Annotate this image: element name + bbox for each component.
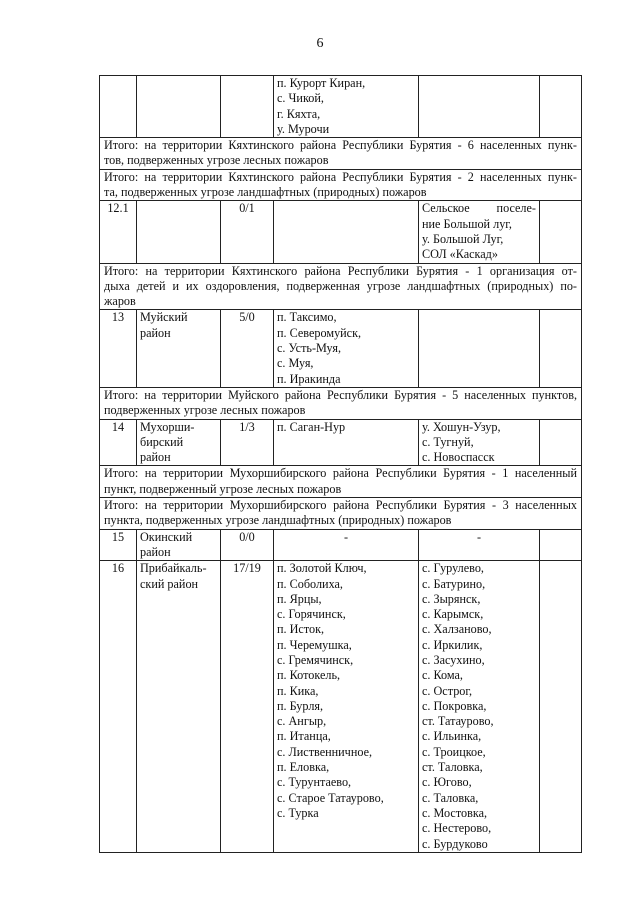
row-number-cell bbox=[100, 76, 137, 138]
total-line: Итого: на территории Муйского района Республики Бурятия - 5 населенных пунктов, bbox=[104, 387, 577, 402]
cell-line: с. Новоспасск bbox=[422, 450, 495, 465]
cell-line: п. Иракинда bbox=[277, 371, 341, 386]
cell-line: у. Мурочи bbox=[277, 121, 330, 136]
total-line: Итого: на территории Кяхтинского района Республики Бурятия - 6 населенных пунк- bbox=[104, 138, 577, 153]
cell-line: у. Хошун-Узур, bbox=[422, 419, 501, 434]
count-cell bbox=[221, 76, 274, 138]
landscape-fire-settlements-cell bbox=[419, 201, 540, 263]
cell-line: п. Итанца, bbox=[277, 729, 331, 744]
cell-line: с. Халзаново, bbox=[422, 622, 492, 637]
forest-fire-settlements-cell bbox=[274, 419, 419, 466]
total-row bbox=[100, 466, 582, 498]
total-line: Итого: на территории Мухоршибирского района Республики Бурятия - 1 населенный bbox=[104, 466, 577, 481]
total-line: Итого: на территории Кяхтинского района Республики Бурятия - 2 населенных пунк- bbox=[104, 169, 577, 184]
row-number-cell: 13 bbox=[100, 310, 137, 387]
cell-line: район bbox=[140, 544, 171, 559]
forest-fire-settlements-cell bbox=[274, 529, 419, 561]
cell-line: Мухорши- bbox=[140, 419, 195, 434]
row-number-cell: 12.1 bbox=[100, 201, 137, 263]
row-number-cell: 14 bbox=[100, 419, 137, 466]
forest-fire-settlements-cell bbox=[274, 310, 419, 387]
cell-line: п. Соболиха, bbox=[277, 576, 343, 591]
total-cell bbox=[100, 263, 582, 310]
district-cell bbox=[137, 419, 221, 466]
cell-line: п. Курорт Киран, bbox=[277, 76, 366, 90]
cell-line: с. Мостовка, bbox=[422, 805, 488, 820]
cell-line: г. Кяхта, bbox=[277, 106, 321, 121]
table-body bbox=[100, 76, 582, 853]
total-row bbox=[100, 387, 582, 419]
total-line: дыха детей и их оздоровления, подверженная угрозе ландшафтных (природных) по- bbox=[104, 278, 577, 293]
landscape-fire-settlements-cell bbox=[419, 561, 540, 853]
cell-line: с. Засухино, bbox=[422, 652, 485, 667]
total-line: пункт, подверженный угрозе лесных пожаров bbox=[104, 481, 342, 496]
cell-line: с. Иркилик, bbox=[422, 637, 483, 652]
extra-cell bbox=[540, 419, 582, 466]
cell-line: п. Бурля, bbox=[277, 698, 324, 713]
district-cell bbox=[137, 201, 221, 263]
count-cell: 0/0 bbox=[221, 529, 274, 561]
cell-line: п. Таксимо, bbox=[277, 310, 337, 325]
table-row bbox=[100, 76, 582, 138]
cell-line: с. Зырянск, bbox=[422, 591, 481, 606]
cell-line: с. Таловка, bbox=[422, 790, 479, 805]
total-cell bbox=[100, 169, 582, 201]
table-row bbox=[100, 561, 582, 853]
cell-line: с. Бурдуково bbox=[422, 836, 488, 851]
cell-line: п. Ярцы, bbox=[277, 591, 322, 606]
cell-line: Муйский bbox=[140, 310, 188, 325]
row-number-cell: 16 bbox=[100, 561, 137, 853]
forest-fire-settlements-cell bbox=[274, 76, 419, 138]
cell-line: СОЛ «Каскад» bbox=[422, 247, 498, 262]
landscape-fire-settlements-cell bbox=[419, 310, 540, 387]
landscape-fire-settlements-cell bbox=[419, 76, 540, 138]
extra-cell bbox=[540, 76, 582, 138]
extra-cell bbox=[540, 310, 582, 387]
cell-line: с. Усть-Муя, bbox=[277, 341, 341, 356]
cell-line: п. Золотой Ключ, bbox=[277, 561, 367, 576]
total-line: жаров bbox=[104, 294, 136, 309]
total-line: пункта, подверженных угрозе ландшафтных (природных) пожаров bbox=[104, 513, 452, 528]
cell-line: с. Ангыр, bbox=[277, 714, 327, 729]
total-cell bbox=[100, 387, 582, 419]
cell-line: с. Покровка, bbox=[422, 698, 487, 713]
page-number: 6 bbox=[316, 36, 324, 51]
total-row bbox=[100, 138, 582, 170]
table-row bbox=[100, 419, 582, 466]
count-cell: 5/0 bbox=[221, 310, 274, 387]
cell-line: с. Старое Татаурово, bbox=[277, 790, 384, 805]
cell-line: Окинский bbox=[140, 529, 193, 544]
forest-fire-settlements-cell bbox=[274, 561, 419, 853]
cell-line: п. Саган-Нур bbox=[277, 419, 346, 434]
cell-line: - bbox=[476, 529, 482, 544]
cell-line: ский район bbox=[140, 576, 199, 591]
cell-line: с. Гремячинск, bbox=[277, 652, 354, 667]
cell-line: Сельское поселе- bbox=[422, 201, 536, 216]
cell-line: ние Большой луг, bbox=[422, 216, 512, 231]
count-cell: 1/3 bbox=[221, 419, 274, 466]
cell-line: с. Турка bbox=[277, 805, 319, 820]
cell-line: с. Троицкое, bbox=[422, 744, 486, 759]
settlements-table bbox=[99, 75, 582, 853]
total-cell bbox=[100, 466, 582, 498]
total-row bbox=[100, 169, 582, 201]
cell-line: п. Еловка, bbox=[277, 760, 330, 775]
cell-line: с. Чикой, bbox=[277, 91, 324, 106]
cell-line: п. Черемушка, bbox=[277, 637, 352, 652]
cell-line: п. Котокель, bbox=[277, 668, 341, 683]
cell-line: с. Острог, bbox=[422, 683, 473, 698]
cell-line: с. Горячинск, bbox=[277, 607, 346, 622]
cell-line: с. Муя, bbox=[277, 356, 314, 371]
cell-line: с. Ильинка, bbox=[422, 729, 482, 744]
count-cell: 17/19 bbox=[221, 561, 274, 853]
extra-cell bbox=[540, 561, 582, 853]
cell-line: - bbox=[343, 529, 349, 544]
cell-line: бирский bbox=[140, 434, 184, 449]
cell-line: п. Исток, bbox=[277, 622, 325, 637]
landscape-fire-settlements-cell bbox=[419, 419, 540, 466]
cell-line: ст. Таловка, bbox=[422, 760, 483, 775]
count-cell: 0/1 bbox=[221, 201, 274, 263]
table-row bbox=[100, 310, 582, 387]
forest-fire-settlements-cell bbox=[274, 201, 419, 263]
cell-line: Прибайкаль- bbox=[140, 561, 207, 576]
total-line: Итого: на территории Кяхтинского района Республики Бурятия - 1 организация от- bbox=[104, 263, 577, 278]
total-row bbox=[100, 263, 582, 310]
cell-line: ст. Татаурово, bbox=[422, 714, 494, 729]
row-number-cell: 15 bbox=[100, 529, 137, 561]
cell-line: п. Северомуйск, bbox=[277, 325, 362, 340]
cell-line: с. Карымск, bbox=[422, 607, 484, 622]
cell-line: с. Лиственничное, bbox=[277, 744, 373, 759]
cell-line: с. Турунтаево, bbox=[277, 775, 352, 790]
cell-line: у. Большой Луг, bbox=[422, 231, 504, 246]
cell-line: с. Кома, bbox=[422, 668, 463, 683]
district-cell bbox=[137, 310, 221, 387]
district-cell bbox=[137, 561, 221, 853]
total-row bbox=[100, 498, 582, 530]
total-cell bbox=[100, 138, 582, 170]
cell-line: с. Гурулево, bbox=[422, 561, 484, 576]
cell-line: п. Кика, bbox=[277, 683, 319, 698]
extra-cell bbox=[540, 529, 582, 561]
district-cell bbox=[137, 76, 221, 138]
landscape-fire-settlements-cell bbox=[419, 529, 540, 561]
extra-cell bbox=[540, 201, 582, 263]
total-line: тов, подверженных угрозе лесных пожаров bbox=[104, 153, 329, 168]
total-line: та, подверженных угрозе ландшафтных (природных) пожаров bbox=[104, 185, 427, 200]
table-row bbox=[100, 529, 582, 561]
cell-line: с. Югово, bbox=[422, 775, 472, 790]
cell-line: с. Тугнуй, bbox=[422, 434, 474, 449]
cell-line: с. Нестерово, bbox=[422, 821, 492, 836]
district-cell bbox=[137, 529, 221, 561]
total-line: Итого: на территории Мухоршибирского района Республики Бурятия - 3 населенных bbox=[104, 498, 577, 513]
cell-line: район bbox=[140, 450, 171, 465]
cell-line: район bbox=[140, 325, 171, 340]
total-cell bbox=[100, 498, 582, 530]
table-row bbox=[100, 201, 582, 263]
total-line: подверженных угрозе лесных пожаров bbox=[104, 403, 306, 418]
cell-line: с. Батурино, bbox=[422, 576, 486, 591]
